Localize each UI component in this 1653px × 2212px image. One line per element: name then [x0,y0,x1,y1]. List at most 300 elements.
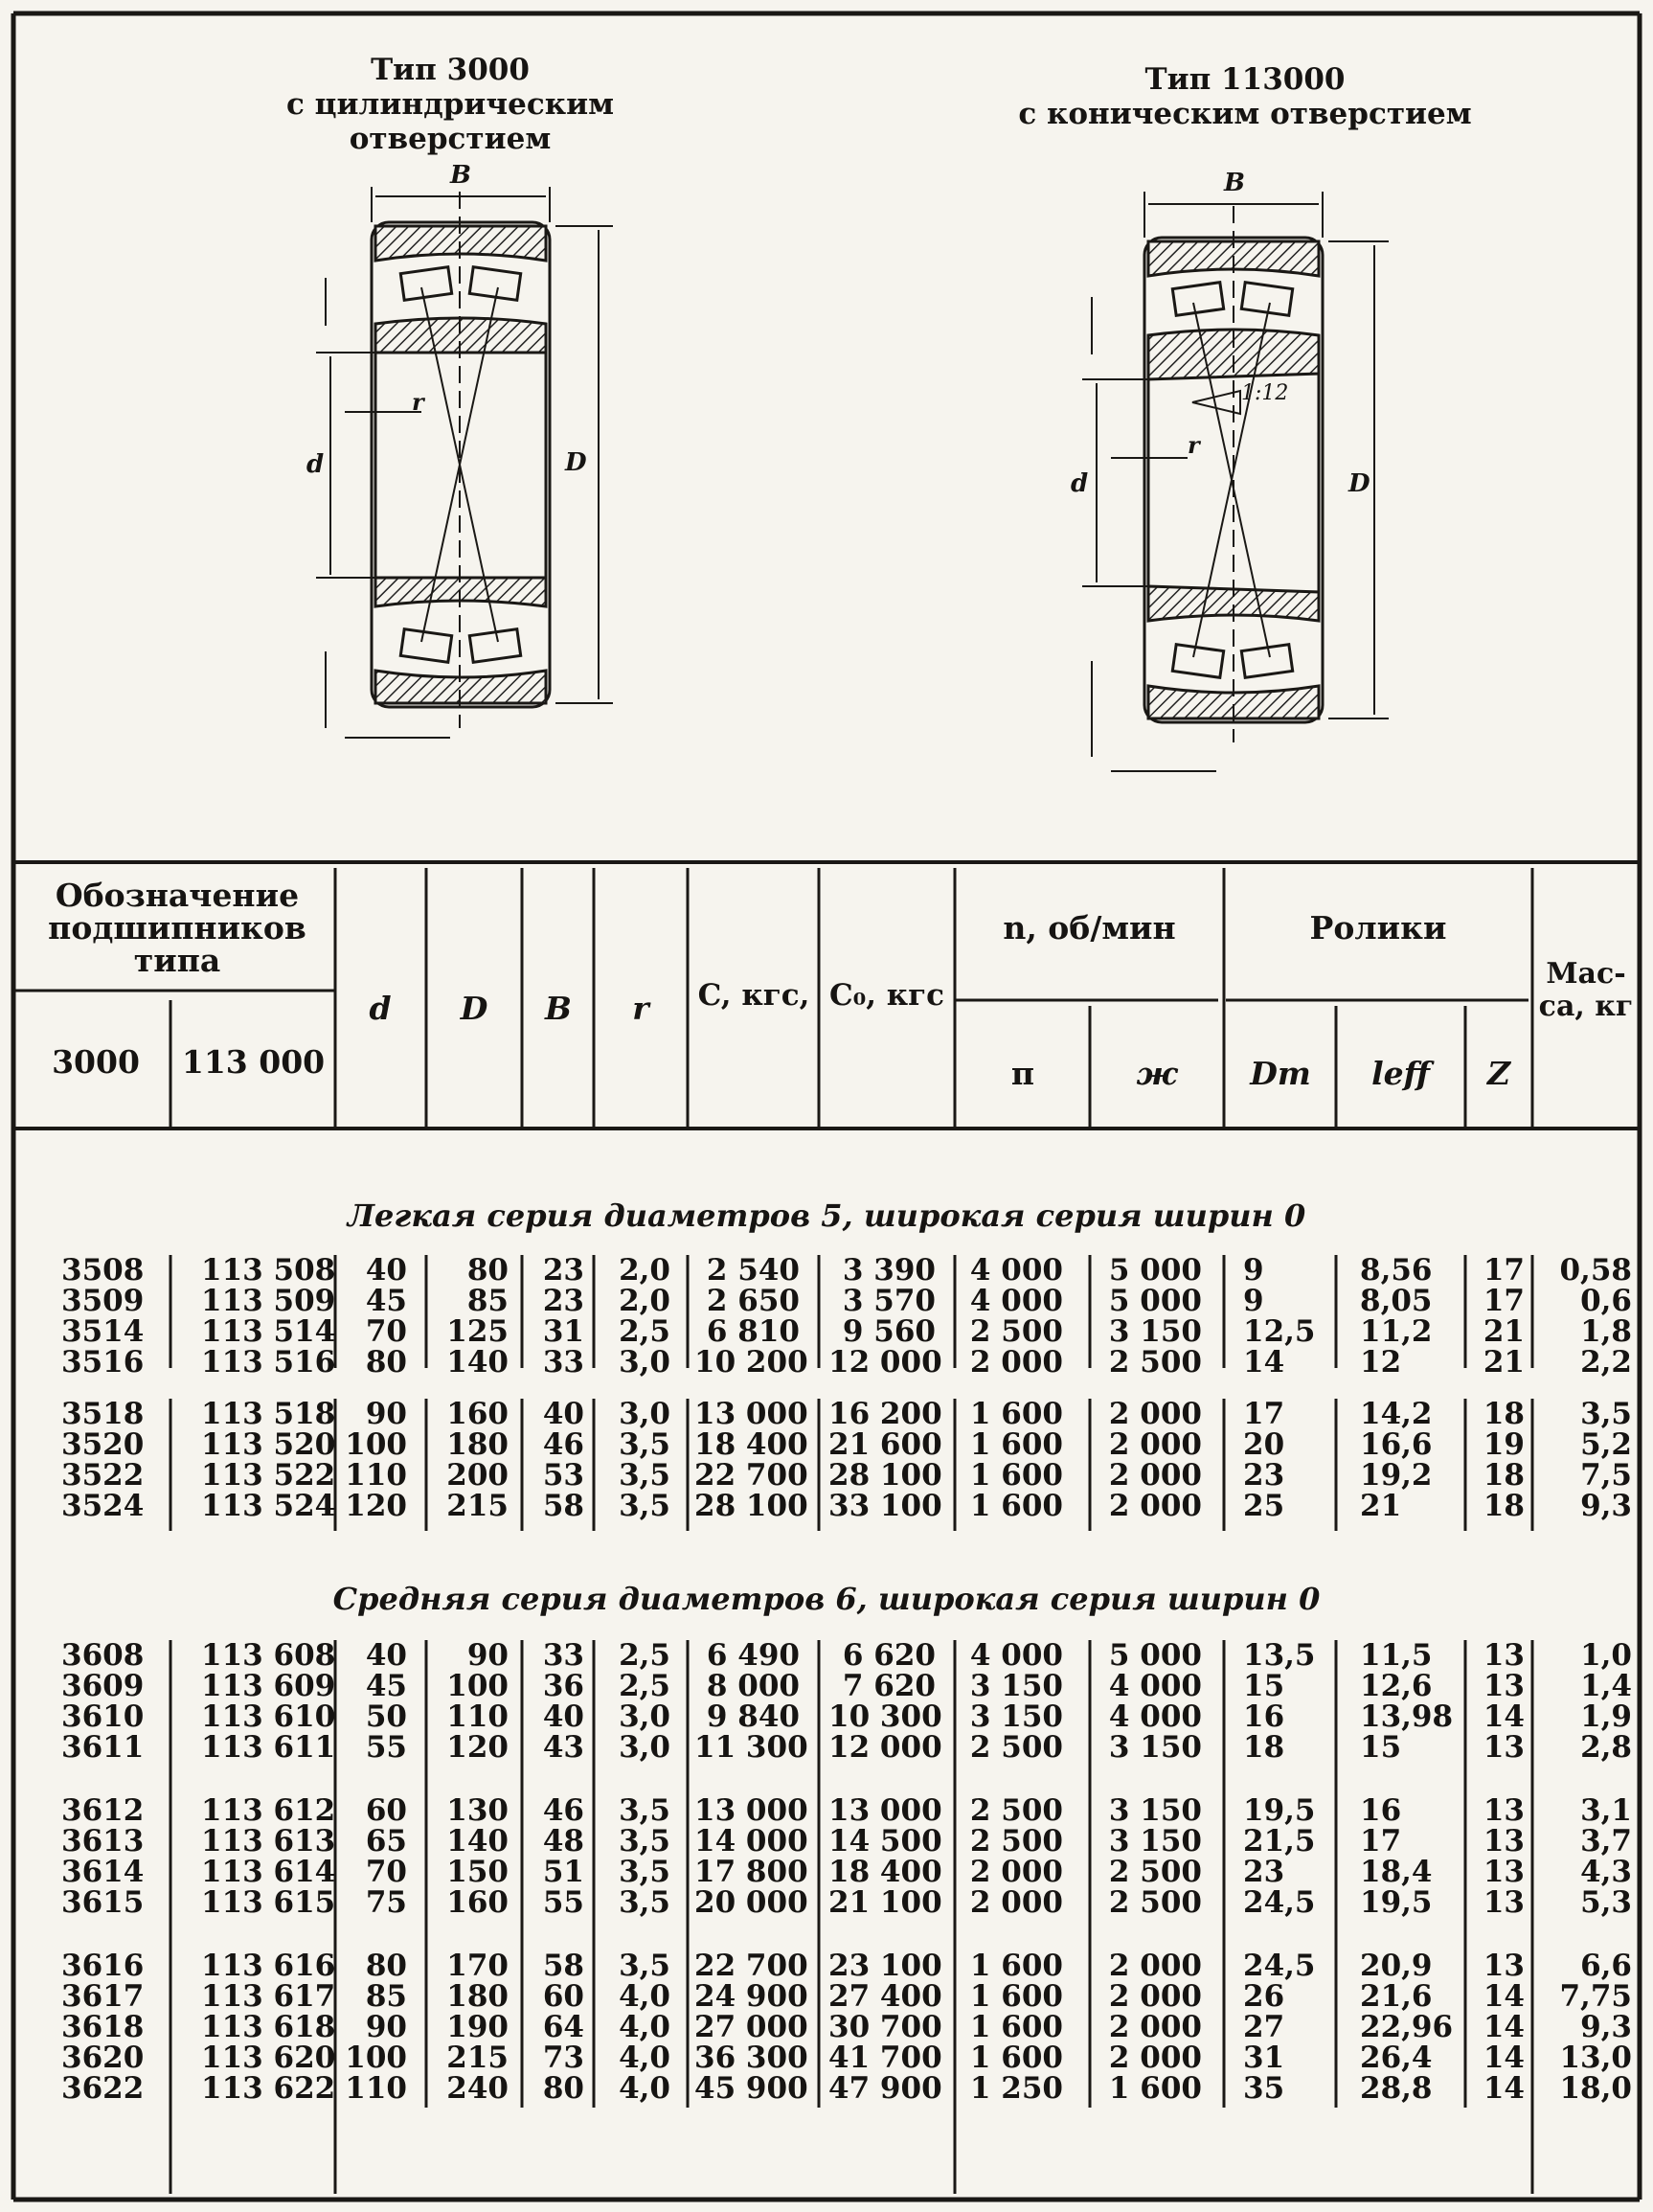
cell-3000: 3514 [61,1314,145,1349]
cell-C: 14 000 [694,1824,808,1859]
cell-B: 23 [542,1284,584,1318]
cell-3000: 3611 [61,1730,145,1765]
cell-C: 9 840 [706,1699,800,1734]
cell-leff: 11,2 [1360,1314,1433,1349]
cell-d: 45 [365,1669,407,1703]
cell-3000: 3613 [61,1824,145,1859]
cell-Z: 14 [1483,2041,1525,2075]
cell-B: 40 [542,1397,584,1431]
cell-B: 64 [542,2010,584,2044]
cell-3000: 3610 [61,1699,145,1734]
cell-B: 53 [542,1458,584,1493]
cell-C0: 7 620 [842,1669,936,1703]
cell-mass: 3,7 [1580,1824,1632,1859]
table-row [0,1732,1653,1764]
header-type-113000: 113 000 [181,1043,326,1081]
table-row [0,1255,1653,1287]
cell-d: 100 [345,2041,407,2075]
cell-113000: 113 516 [201,1345,336,1380]
header-designation: Обозначение подшипников типа [48,877,306,979]
cell-n-p: 2 000 [969,1855,1063,1889]
cell-n-zh: 4 000 [1108,1669,1202,1703]
cell-n-p: 1 250 [969,2071,1063,2106]
table-row [0,1316,1653,1348]
cell-C0: 6 620 [842,1638,936,1673]
cell-n-p: 1 600 [969,1397,1063,1431]
cell-Dt: 24,5 [1243,1949,1316,1983]
left-label-B: B [450,161,471,190]
cell-leff: 16 [1360,1793,1402,1828]
cell-C: 22 700 [694,1458,808,1493]
cell-r: 3,0 [619,1730,670,1765]
cell-Dt: 23 [1243,1458,1285,1493]
cell-C0: 27 400 [828,1979,942,2014]
header-type-3000: 3000 [52,1043,140,1081]
cell-C: 20 000 [694,1885,808,1920]
cell-n-p: 4 000 [969,1284,1063,1318]
cell-mass: 1,4 [1580,1669,1632,1703]
cell-mass: 7,75 [1559,1979,1632,2014]
cell-C0: 28 100 [828,1458,942,1493]
cell-113000: 113 520 [201,1427,336,1462]
cell-n-zh: 2 000 [1108,1397,1202,1431]
cell-C0: 18 400 [828,1855,942,1889]
header-n-p: п [1010,1055,1035,1092]
cell-d: 40 [365,1253,407,1288]
cell-r: 3,5 [619,1824,670,1859]
cell-B: 60 [542,1979,584,2014]
series-title-light: Легкая серия диаметров 5, широкая серия ширин 0 [347,1197,1306,1234]
cell-113000: 113 614 [201,1855,336,1889]
cell-113000: 113 608 [201,1638,336,1673]
table-row [0,1640,1653,1672]
cell-mass: 2,8 [1580,1730,1632,1765]
cell-3000: 3617 [61,1979,145,2014]
right-label-D: D [1348,469,1370,498]
right-figure-subtitle: с коническим отверстием [1018,97,1472,131]
cell-d: 90 [365,2010,407,2044]
cell-n-zh: 5 000 [1108,1253,1202,1288]
cell-C: 8 000 [706,1669,800,1703]
cell-C: 13 000 [694,1793,808,1828]
cell-Dt: 14 [1243,1345,1285,1380]
cell-3000: 3622 [61,2071,145,2106]
cell-leff: 15 [1360,1730,1402,1765]
cell-D: 120 [446,1730,509,1765]
header-C0: C₀, кгс [828,978,945,1013]
table-row [0,1286,1653,1317]
cell-113000: 113 522 [201,1458,336,1493]
header-n: n, об/мин [1003,909,1176,946]
cell-B: 73 [542,2041,584,2075]
cell-Dt: 23 [1243,1855,1285,1889]
cell-mass: 0,58 [1559,1253,1632,1288]
cell-leff: 21,6 [1360,1979,1433,2014]
cell-n-zh: 3 150 [1108,1793,1202,1828]
cell-leff: 19,5 [1360,1885,1433,1920]
cell-B: 33 [542,1345,584,1380]
cell-113000: 113 518 [201,1397,336,1431]
cell-Dt: 25 [1243,1489,1285,1523]
cell-d: 110 [345,2071,407,2106]
cell-Dt: 12,5 [1243,1314,1316,1349]
cell-d: 110 [345,1458,407,1493]
cell-Z: 13 [1483,1730,1525,1765]
cell-n-zh: 2 000 [1108,1458,1202,1493]
cell-leff: 11,5 [1360,1638,1433,1673]
cell-D: 130 [446,1793,509,1828]
table-row [0,1857,1653,1888]
cell-B: 46 [542,1793,584,1828]
cell-C0: 12 000 [828,1730,942,1765]
cell-leff: 21 [1360,1489,1402,1523]
right-bearing-drawing [1082,192,1389,771]
cell-n-p: 2 500 [969,1793,1063,1828]
cell-r: 3,0 [619,1345,670,1380]
cell-113000: 113 610 [201,1699,336,1734]
cell-C: 36 300 [694,2041,808,2075]
cell-Dt: 20 [1243,1427,1285,1462]
cell-C: 24 900 [694,1979,808,2014]
cell-3000: 3608 [61,1638,145,1673]
cell-B: 36 [542,1669,584,1703]
cell-113000: 113 620 [201,2041,336,2075]
cell-Dt: 13,5 [1243,1638,1316,1673]
header-Dt: Dт [1250,1055,1311,1092]
cell-C0: 14 500 [828,1824,942,1859]
cell-leff: 19,2 [1360,1458,1433,1493]
table-row [0,1429,1653,1461]
right-label-d: d [1071,469,1089,498]
cell-D: 125 [446,1314,509,1349]
cell-3000: 3612 [61,1793,145,1828]
cell-Z: 13 [1483,1885,1525,1920]
cell-leff: 26,4 [1360,2041,1433,2075]
header-Z: Z [1486,1055,1511,1092]
cell-r: 3,5 [619,1427,670,1462]
cell-B: 23 [542,1253,584,1288]
cell-Z: 14 [1483,2010,1525,2044]
cell-d: 70 [365,1855,407,1889]
table-row [0,1826,1653,1858]
cell-B: 58 [542,1489,584,1523]
cell-n-p: 4 000 [969,1638,1063,1673]
cell-r: 2,5 [619,1314,670,1349]
cell-Dt: 26 [1243,1979,1285,2014]
cell-C0: 16 200 [828,1397,942,1431]
cell-mass: 1,9 [1580,1699,1632,1734]
cell-C0: 10 300 [828,1699,942,1734]
left-figure-caption [182,53,718,156]
cell-Z: 13 [1483,1669,1525,1703]
cell-3000: 3520 [61,1427,145,1462]
cell-C: 6 810 [706,1314,800,1349]
table-row [0,1347,1653,1379]
cell-C0: 9 560 [842,1314,936,1349]
table-row [0,1460,1653,1492]
cell-3000: 3508 [61,1253,145,1288]
right-figure-caption [977,62,1513,131]
cell-C0: 13 000 [828,1793,942,1828]
cell-Dt: 15 [1243,1669,1285,1703]
cell-Dt: 16 [1243,1699,1285,1734]
cell-n-zh: 2 000 [1108,1489,1202,1523]
cell-r: 2,5 [619,1638,670,1673]
cell-n-zh: 1 600 [1108,2071,1202,2106]
cell-Dt: 35 [1243,2071,1285,2106]
cell-d: 50 [365,1699,407,1734]
cell-leff: 20,9 [1360,1949,1433,1983]
cell-n-zh: 4 000 [1108,1699,1202,1734]
cell-D: 170 [446,1949,509,1983]
cell-B: 33 [542,1638,584,1673]
cell-mass: 6,6 [1580,1949,1632,1983]
cell-n-p: 2 500 [969,1314,1063,1349]
cell-d: 40 [365,1638,407,1673]
cell-Z: 14 [1483,1699,1525,1734]
cell-mass: 2,2 [1580,1345,1632,1380]
cell-d: 80 [365,1345,407,1380]
cell-113000: 113 514 [201,1314,336,1349]
cell-Dt: 27 [1243,2010,1285,2044]
cell-mass: 3,1 [1580,1793,1632,1828]
cell-n-zh: 2 000 [1108,2010,1202,2044]
cell-Z: 14 [1483,1979,1525,2014]
cell-r: 4,0 [619,1979,670,2014]
cell-n-p: 2 000 [969,1345,1063,1380]
cell-Z: 13 [1483,1855,1525,1889]
cell-n-p: 3 150 [969,1699,1063,1734]
cell-Z: 18 [1483,1458,1525,1493]
cell-n-zh: 2 000 [1108,1427,1202,1462]
cell-leff: 14,2 [1360,1397,1433,1431]
cell-d: 90 [365,1397,407,1431]
cell-mass: 13,0 [1559,2041,1632,2075]
cell-n-zh: 2 000 [1108,1979,1202,2014]
right-label-r: r [1188,431,1200,459]
cell-mass: 0,6 [1580,1284,1632,1318]
table-row [0,1399,1653,1430]
cell-n-zh: 2 500 [1108,1885,1202,1920]
cell-leff: 17 [1360,1824,1402,1859]
cell-D: 180 [446,1427,509,1462]
cell-mass: 5,3 [1580,1885,1632,1920]
cell-n-p: 1 600 [969,2041,1063,2075]
cell-r: 4,0 [619,2010,670,2044]
left-figure-title: Тип 3000 [371,53,530,87]
cell-3000: 3620 [61,2041,145,2075]
cell-C0: 3 570 [842,1284,936,1318]
header-D: D [460,990,488,1027]
cell-C: 45 900 [694,2071,808,2106]
cell-n-zh: 2 000 [1108,2041,1202,2075]
cell-n-zh: 5 000 [1108,1284,1202,1318]
header-leff: leff [1371,1055,1430,1092]
cell-C0: 21 600 [828,1427,942,1462]
cell-Dt: 18 [1243,1730,1285,1765]
cell-113000: 113 622 [201,2071,336,2106]
table-row [0,1981,1653,2013]
left-label-d: d [306,450,325,479]
cell-d: 75 [365,1885,407,1920]
cell-3000: 3524 [61,1489,145,1523]
cell-C: 2 540 [706,1253,800,1288]
cell-n-p: 1 600 [969,1979,1063,2014]
cell-C: 10 200 [694,1345,808,1380]
cell-D: 100 [446,1669,509,1703]
cell-D: 110 [446,1699,509,1734]
cell-n-p: 2 500 [969,1730,1063,1765]
cell-D: 140 [446,1345,509,1380]
cell-B: 46 [542,1427,584,1462]
table-row [0,1491,1653,1522]
cell-113000: 113 616 [201,1949,336,1983]
cell-mass: 4,3 [1580,1855,1632,1889]
cell-C0: 21 100 [828,1885,942,1920]
cell-B: 43 [542,1730,584,1765]
cell-113000: 113 617 [201,1979,336,2014]
cell-C0: 47 900 [828,2071,942,2106]
cell-C: 18 400 [694,1427,808,1462]
cell-n-p: 2 500 [969,1824,1063,1859]
cell-Z: 13 [1483,1793,1525,1828]
cell-B: 55 [542,1885,584,1920]
cell-r: 3,5 [619,1949,670,1983]
header-rollers: Ролики [1309,909,1447,946]
cell-B: 40 [542,1699,584,1734]
cell-D: 160 [446,1885,509,1920]
cell-113000: 113 618 [201,2010,336,2044]
cell-3000: 3614 [61,1855,145,1889]
cell-D: 190 [446,2010,509,2044]
cell-C0: 3 390 [842,1253,936,1288]
cell-C: 28 100 [694,1489,808,1523]
cell-mass: 18,0 [1559,2071,1632,2106]
cell-C: 27 000 [694,2010,808,2044]
cell-Z: 18 [1483,1489,1525,1523]
cell-113000: 113 612 [201,1793,336,1828]
cell-r: 4,0 [619,2041,670,2075]
cell-d: 65 [365,1824,407,1859]
cell-B: 80 [542,2071,584,2106]
cell-r: 3,5 [619,1489,670,1523]
cell-C: 6 490 [706,1638,800,1673]
cell-n-zh: 2 500 [1108,1855,1202,1889]
cell-Z: 14 [1483,2071,1525,2106]
cell-n-p: 1 600 [969,2010,1063,2044]
cell-n-p: 1 600 [969,1458,1063,1493]
cell-C: 22 700 [694,1949,808,1983]
cell-d: 45 [365,1284,407,1318]
cell-leff: 12 [1360,1345,1402,1380]
cell-r: 3,5 [619,1458,670,1493]
cell-D: 140 [446,1824,509,1859]
cell-r: 2,0 [619,1284,670,1318]
table-row [0,1950,1653,1982]
cell-D: 160 [446,1397,509,1431]
cell-mass: 9,3 [1580,2010,1632,2044]
cell-r: 3,5 [619,1885,670,1920]
cell-3000: 3618 [61,2010,145,2044]
left-figure-subtitle: с цилиндрическим отверстием [285,87,615,156]
cell-B: 51 [542,1855,584,1889]
cell-C: 11 300 [694,1730,808,1765]
cell-d: 100 [345,1427,407,1462]
left-label-D: D [565,448,587,477]
cell-C0: 23 100 [828,1949,942,1983]
cell-mass: 3,5 [1580,1397,1632,1431]
cell-n-zh: 2 500 [1108,1345,1202,1380]
cell-n-zh: 3 150 [1108,1824,1202,1859]
cell-r: 4,0 [619,2071,670,2106]
header-r: r [632,990,649,1027]
cell-n-p: 2 000 [969,1885,1063,1920]
cell-mass: 7,5 [1580,1458,1632,1493]
cell-3000: 3509 [61,1284,145,1318]
table-row [0,1701,1653,1733]
cell-B: 58 [542,1949,584,1983]
cell-d: 60 [365,1793,407,1828]
cell-n-zh: 3 150 [1108,1314,1202,1349]
cell-r: 3,0 [619,1397,670,1431]
cell-D: 215 [446,1489,509,1523]
table-row [0,1887,1653,1919]
cell-d: 70 [365,1314,407,1349]
cell-d: 85 [365,1979,407,2014]
cell-3000: 3616 [61,1949,145,1983]
cell-Z: 21 [1483,1314,1525,1349]
cell-n-p: 1 600 [969,1427,1063,1462]
cell-Dt: 9 [1243,1253,1264,1288]
cell-Dt: 21,5 [1243,1824,1316,1859]
cell-3000: 3615 [61,1885,145,1920]
cell-n-p: 3 150 [969,1669,1063,1703]
cell-B: 48 [542,1824,584,1859]
header-d: d [369,990,392,1027]
cell-C0: 41 700 [828,2041,942,2075]
cell-3000: 3516 [61,1345,145,1380]
cell-Z: 19 [1483,1427,1525,1462]
cell-D: 180 [446,1979,509,2014]
cell-D: 240 [446,2071,509,2106]
cell-113000: 113 509 [201,1284,336,1318]
right-label-B: B [1224,169,1245,197]
cell-C: 13 000 [694,1397,808,1431]
cell-n-zh: 3 150 [1108,1730,1202,1765]
cell-r: 3,5 [619,1793,670,1828]
cell-mass: 1,0 [1580,1638,1632,1673]
table-row [0,1671,1653,1702]
cell-D: 85 [466,1284,509,1318]
cell-B: 31 [542,1314,584,1349]
cell-113000: 113 613 [201,1824,336,1859]
cell-113000: 113 615 [201,1885,336,1920]
cell-Dt: 31 [1243,2041,1285,2075]
cell-Z: 13 [1483,1949,1525,1983]
cell-n-zh: 2 000 [1108,1949,1202,1983]
cell-n-p: 1 600 [969,1489,1063,1523]
cell-d: 80 [365,1949,407,1983]
table-row [0,2073,1653,2105]
cell-r: 3,5 [619,1855,670,1889]
cell-3000: 3522 [61,1458,145,1493]
right-figure-title: Тип 113000 [1144,62,1346,97]
cell-Z: 13 [1483,1824,1525,1859]
cell-n-p: 1 600 [969,1949,1063,1983]
cell-leff: 22,96 [1360,2010,1454,2044]
cell-leff: 28,8 [1360,2071,1433,2106]
cell-leff: 16,6 [1360,1427,1433,1462]
